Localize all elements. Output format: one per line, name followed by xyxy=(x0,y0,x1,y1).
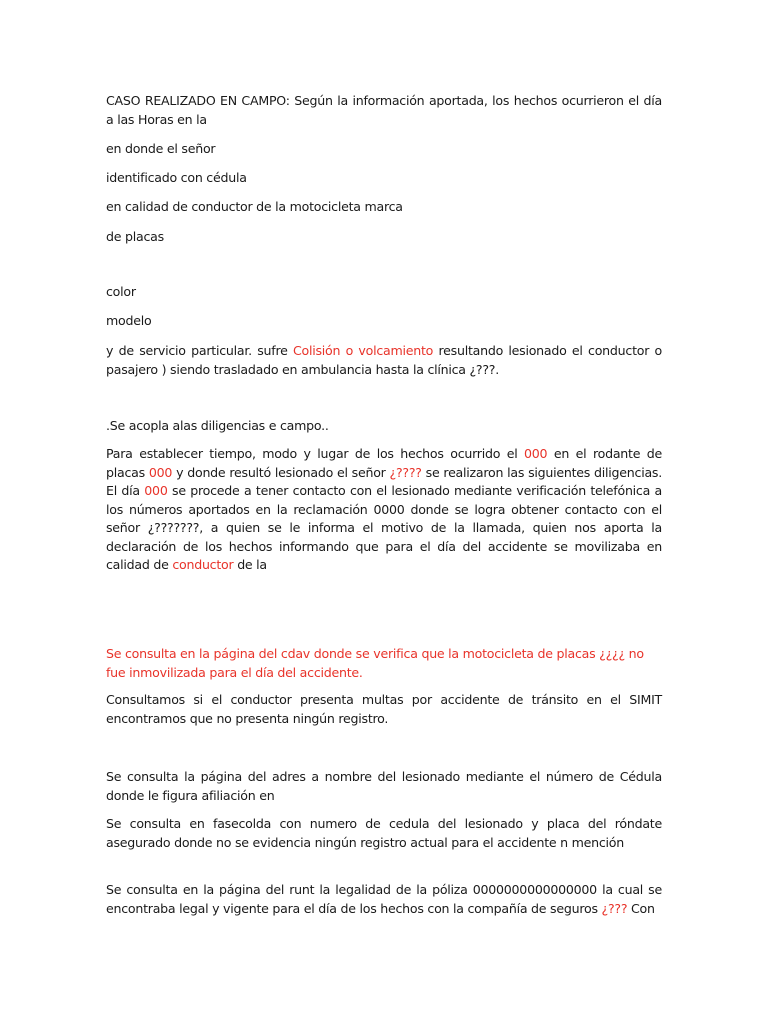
cdav-paragraph: Se consulta en la página del cdav donde se verifica que la motocicleta de placas ¿¿¿¿ no fue inmovilizada para el día del accidente. xyxy=(106,646,644,680)
date-highlight: 000 xyxy=(524,446,548,461)
conductor-line: en calidad de conductor de la motocicleta marca xyxy=(106,199,403,214)
runt-text-end: Con xyxy=(627,900,655,916)
modelo-line: modelo xyxy=(106,313,152,328)
placas-line: de placas xyxy=(106,229,164,244)
collision-highlight: Colisión o volcamiento xyxy=(292,343,434,358)
fasecolda-paragraph: Se consulta en fasecolda con numero de cedula del lesionado y placa del róndate asegurado donde no se evidencia ningún registro actual para el accidente n mención xyxy=(106,816,662,850)
service-paragraph xyxy=(106,342,662,379)
establecer-text-b: en el rodante de placas xyxy=(106,446,662,480)
runt-text-start: Se consulta en la página del runt la legalidad de la póliza 0000000000000000 la cual se encontraba legal y vigente para el día de los hechos con la compañía de seguros xyxy=(106,882,662,916)
plate-highlight: 000 xyxy=(148,464,173,480)
conductor-highlight: conductor xyxy=(172,557,234,572)
day-highlight: 000 xyxy=(144,483,168,498)
service-text-start: y de servicio particular. sufre xyxy=(106,343,293,358)
case-heading: CASO REALIZADO EN CAMPO xyxy=(106,93,286,108)
simit-paragraph: Consultamos si el conductor presenta multas por accidente de tránsito en el SIMIT encontramos que no presenta ningún registro. xyxy=(106,692,662,726)
establecer-text-c: y donde resultó lesionado el señor xyxy=(172,464,390,480)
establecer-text-d: se realizaron las siguientes diligencias. El día xyxy=(106,464,662,498)
name-highlight: ¿???? xyxy=(389,464,422,480)
insurer-highlight: ¿??? xyxy=(601,900,628,916)
cedula-line: identificado con cédula xyxy=(106,170,247,185)
service-text-end: resultando lesionado el conductor o pasajero ) siendo trasladado en ambulancia hasta la clínica ¿???. xyxy=(106,343,662,377)
senor-line: en donde el señor xyxy=(106,141,216,156)
case-intro-paragraph xyxy=(106,92,662,129)
establecer-paragraph xyxy=(106,445,662,575)
adres-paragraph: Se consulta la página del adres a nombre del lesionado mediante el número de Cédula donde le figura afiliación en xyxy=(106,769,662,803)
runt-paragraph xyxy=(106,881,662,918)
establecer-text-e: se procede a tener contacto con el lesionado mediante verificación telefónica a los números aportados en la reclamación 0000 donde se logra obtener contacto con el señor ¿???????, a quien se le informa el motivo de la llamada, quien nos aporta la declaración de los hechos informando que para el día del accidente se movilizaba en calidad de xyxy=(106,483,662,572)
establecer-text-f: de la xyxy=(233,557,267,572)
case-intro-text: : Según la información aportada, los hechos ocurrieron el día a las Horas en la xyxy=(106,93,662,127)
establecer-text-a: Para establecer tiempo, modo y lugar de los hechos ocurrido el xyxy=(106,446,525,461)
diligencias-line: .Se acopla alas diligencias e campo.. xyxy=(106,418,329,433)
color-line: color xyxy=(106,284,136,299)
